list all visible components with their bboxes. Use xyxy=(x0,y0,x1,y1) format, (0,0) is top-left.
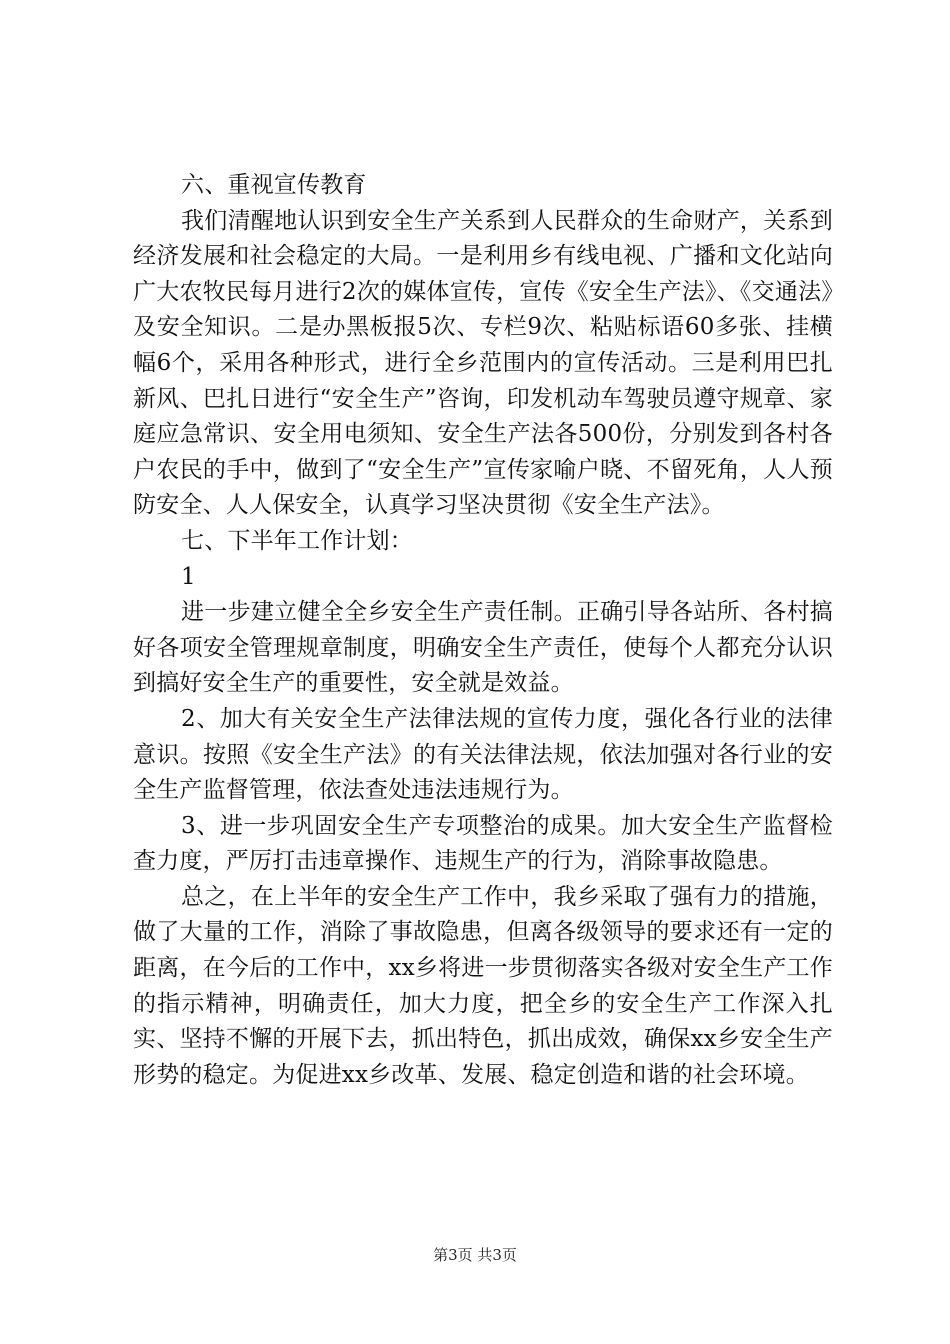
document-body xyxy=(133,168,833,1093)
plan-item-2-text: 2、加大有关安全生产法律法规的宣传力度，强化各行业的法律意识。按照《安全生产法》的有关法律法规，依法加强对各行业的安全生产监督管理，依法查处违法违规行为。 xyxy=(133,705,833,804)
paragraph-publicity-details: 我们清醒地认识到安全生产关系到人民群众的生命财产，关系到经济发展和社会稳定的大局。一是利用乡有线电视、广播和文化站向广大农牧民每月进行2次的媒体宣传，宣传《安全生产法》、《交通法》及安全知识。二是办黑板报5次、专栏9次、粘贴标语60多张、挂横幅6个，采用各种形式，进行全乡范围内的宣传活动。三是利用巴扎新风、巴扎日进行“安全生产”咨询，印发机动车驾驶员遵守规章、家庭应急常识、安全用电须知、安全生产法各500份，分别发到各村各户农民的手中，做到了“安全生产”宣传家喻户晓、不留死角，人人预防安全、人人保安全，认真学习坚决贯彻《安全生产法》。 xyxy=(133,207,833,519)
plan-item-number-1: 1 xyxy=(181,563,196,590)
page-footer: 第3页 共3页 xyxy=(433,1246,517,1264)
paragraph-conclusion: 总之，在上半年的安全生产工作中，我乡采取了强有力的措施，做了大量的工作，消除了事故隐患，但离各级领导的要求还有一定的距离，在今后的工作中，xx乡将进一步贯彻落实各级对安全生产工作的指示精神，明确责任，加大力度，把全乡的安全生产工作深入扎实、坚持不懈的开展下去，抓出特色，抓出成效，确保xx乡安全生产形势的稳定。为促进xx乡改革、发展、稳定创造和谐的社会环境。 xyxy=(133,883,833,1088)
plan-item-3-text: 3、进一步巩固安全生产专项整治的成果。加大安全生产监督检查力度，严厉打击违章操作、违规生产的行为，消除事故隐患。 xyxy=(133,812,833,875)
plan-item-1-text: 进一步建立健全全乡安全生产责任制。正确引导各站所、各村搞好各项安全管理规章制度，明确安全生产责任，使每个人都充分认识到搞好安全生产的重要性，安全就是效益。 xyxy=(133,599,833,697)
section-heading-publicity: 六、重视宣传教育 xyxy=(181,172,367,198)
section-heading-work-plan: 七、下半年工作计划： xyxy=(181,527,413,554)
